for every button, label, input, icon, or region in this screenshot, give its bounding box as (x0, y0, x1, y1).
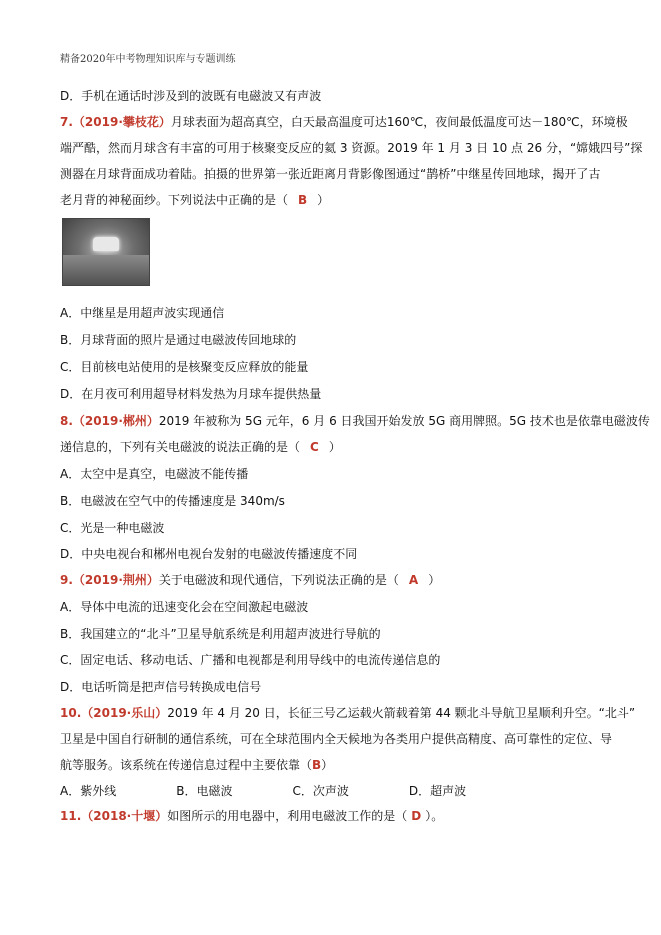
q9-option-b: B．我国建立的“北斗”卫星导航系统是利用超声波进行导航的 (60, 627, 381, 641)
q10-options: A．紫外线 B．电磁波 C．次声波 D．超声波 (60, 784, 467, 798)
q8-option-a: A．太空中是真空，电磁波不能传播 (60, 467, 249, 481)
q8-stem-line2: 递信息的，下列有关电磁波的说法正确的是（ C ） (60, 440, 341, 454)
answer-mark: C (310, 440, 319, 454)
q7-option-d: D．在月夜可利用超导材料发热为月球车提供热量 (60, 387, 322, 401)
question-source: （2019·攀枝花） (72, 115, 171, 129)
answer-mark: B (298, 193, 308, 207)
q9-option-d: D．电话听筒是把声信号转换成电信号 (60, 680, 262, 694)
q9-option-a: A．导体中电流的迅速变化会在空间激起电磁波 (60, 600, 309, 614)
q9-option-c: C．固定电话、移动电话、广播和电视都是利用导线中的电流传递信息的 (60, 653, 441, 667)
question-number: 7. (60, 115, 73, 129)
q7-option-b: B．月球背面的照片是通过电磁波传回地球的 (60, 333, 297, 347)
q8-option-d: D．中央电视台和郴州电视台发射的电磁波传播速度不同 (60, 547, 358, 561)
question-number: 11. (60, 809, 82, 823)
question-number: 8. (60, 414, 73, 428)
question-source: （2019·乐山） (81, 706, 168, 720)
question-source: （2019·郴州） (72, 414, 159, 428)
q8-stem-line1: 8.（2019·郴州）2019 年被称为 5G 元年，6 月 6 日我国开始发放 5G 商用牌照。5G 技术也是依靠电磁波传 (60, 414, 650, 428)
q8-option-c: C．光是一种电磁波 (60, 521, 165, 535)
q10-stem-line2: 卫星是中国自行研制的通信系统，可在全球范围内全天候地为各类用户提供高精度、高可靠性的定位、导 (60, 732, 613, 746)
q7-stem-line4: 老月背的神秘面纱。下列说法中正确的是（ B ） (60, 193, 330, 207)
q9-stem: 9.（2019·荆州）关于电磁波和现代通信，下列说法正确的是（ A ） (60, 573, 441, 587)
moon-far-side-photo (62, 218, 150, 286)
q7-option-c: C．目前核电站使用的是核聚变反应释放的能量 (60, 360, 309, 374)
question-source: （2019·荆州） (72, 573, 159, 587)
question-number: 10. (60, 706, 82, 720)
answer-mark: A (408, 573, 419, 587)
q10-stem-line1: 10.（2019·乐山）2019 年 4 月 20 日，长征三号乙运载火箭载着第 44 颗北斗导航卫星顺利升空。“北斗” (60, 706, 636, 720)
answer-mark: B (312, 758, 322, 772)
question-number: 9. (60, 573, 73, 587)
q7-stem-line3: 测器在月球背面成功着陆。拍摄的世界第一张近距离月背影像图通过“鹊桥”中继星传回地球，揭开了古 (60, 167, 601, 181)
q6-option-d: D．手机在通话时涉及到的波既有电磁波又有声波 (60, 89, 322, 103)
page-header: 精备2020年中考物理知识库与专题训练 (60, 54, 236, 65)
question-source: （2018·十堰） (81, 809, 168, 823)
answer-mark: D (411, 809, 422, 823)
q7-option-a: A．中继星是用超声波实现通信 (60, 306, 225, 320)
q8-option-b: B．电磁波在空气中的传播速度是 340m/s (60, 494, 285, 508)
q7-stem-line2: 端严酷，然而月球含有丰富的可用于核聚变反应的氦 3 资源。2019 年 1 月 3 日 10 点 26 分，“嫦娥四号”探 (60, 141, 643, 155)
q10-stem-line3: 航等服务。该系统在传递信息过程中主要依靠（B） (60, 758, 334, 772)
q11-stem: 11.（2018·十堰）如图所示的用电器中，利用电磁波工作的是（ D ）。 (60, 809, 444, 823)
q7-stem-line1: 7.（2019·攀枝花）月球表面为超高真空，白天最高温度可达160℃，夜间最低温度可达－180℃，环境极 (60, 115, 628, 129)
